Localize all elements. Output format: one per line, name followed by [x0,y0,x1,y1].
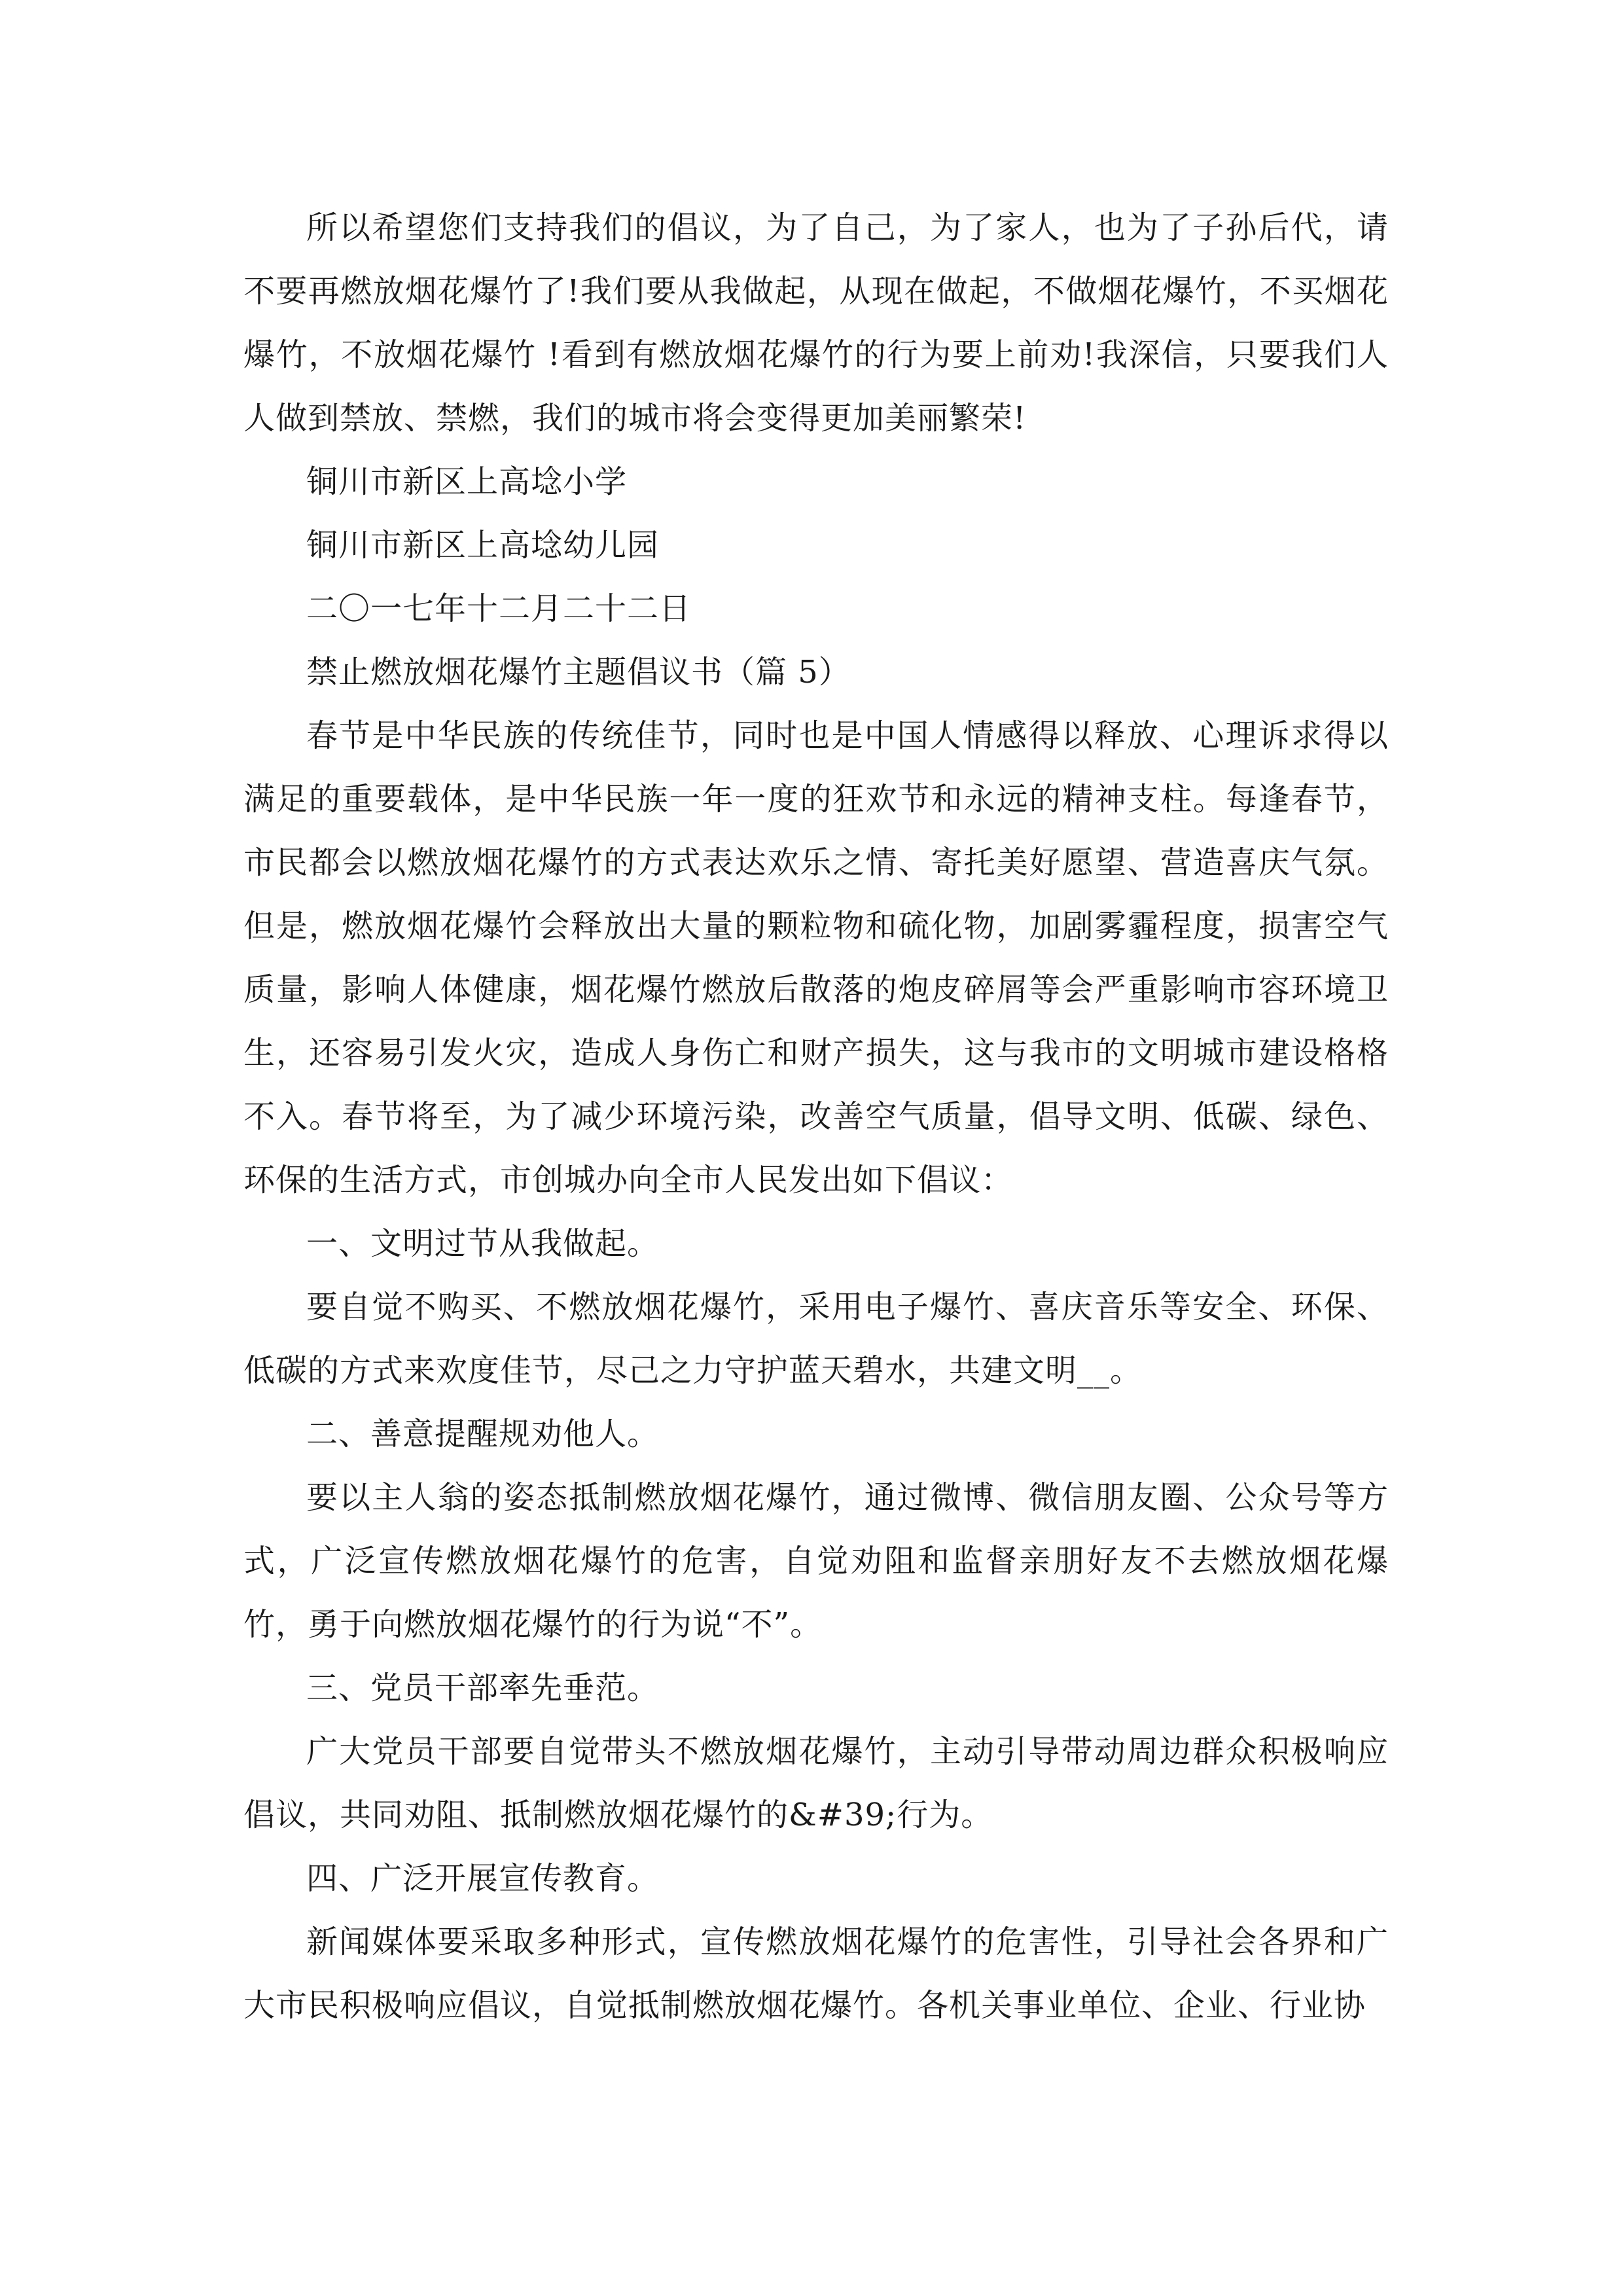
heading-item-3: 三、党员干部率先垂范。 [306,1670,660,1706]
paragraph-item-3: 广大党员干部要自觉带头不燃放烟花爆竹，主动引导带动周边群众积极响应倡议，共同劝阻、抵制燃放烟花爆竹的&#39;行为。 [243,1733,1389,1833]
heading-item-2: 二、善意提醒规劝他人。 [306,1416,660,1452]
section-title: 禁止燃放烟花爆竹主题倡议书（篇 5） [306,654,851,691]
paragraph-item-1: 要自觉不购买、不燃放烟花爆竹，采用电子爆竹、喜庆音乐等安全、环保、低碳的方式来欢度佳节，尽己之力守护蓝天碧水，共建文明__。 [243,1289,1389,1389]
heading-item-1: 一、文明过节从我做起。 [306,1225,660,1262]
paragraph-item-4: 新闻媒体要采取多种形式，宣传燃放烟花爆竹的危害性，引导社会各界和广大市民积极响应倡议，自觉抵制燃放烟花爆竹。各机关事业单位、企业、行业协 [243,1924,1389,2024]
paragraph-spring-festival: 春节是中华民族的传统佳节，同时也是中国人情感得以释放、心理诉求得以满足的重要载体，是中华民族一年一度的狂欢节和永远的精神支柱。每逢春节，市民都会以燃放烟花爆竹的方式表达欢乐之情、寄托美好愿望、营造喜庆气氛。但是，燃放烟花爆竹会释放出大量的颗粒物和硫化物，加剧雾霾程度，损害空气质量，影响人体健康，烟花爆竹燃放后散落的炮皮碎屑等会严重影响市容环境卫生，还容易引发火灾，造成人身伤亡和财产损失，这与我市的文明城市建设格格不入。春节将至，为了减少环境污染，改善空气质量，倡导文明、低碳、绿色、环保的生活方式，市创城办向全市人民发出如下倡议： [243,717,1389,1198]
paragraph-support-appeal: 所以希望您们支持我们的倡议，为了自己，为了家人，也为了子孙后代，请不要再燃放烟花爆竹了!我们要从我做起，从现在做起，不做烟花爆竹，不买烟花爆竹，不放烟花爆竹 !看到有燃放烟花爆竹的行为要上前劝!我深信，只要我们人人做到禁放、禁燃，我们的城市将会变得更加美丽繁荣! [243,209,1389,437]
paragraph-item-2: 要以主人翁的姿态抵制燃放烟花爆竹，通过微博、微信朋友圈、公众号等方式，广泛宣传燃放烟花爆竹的危害，自觉劝阻和监督亲朋好友不去燃放烟花爆竹，勇于向燃放烟花爆竹的行为说“不”。 [243,1479,1389,1643]
document-body [243,196,1389,2037]
signature-kindergarten: 铜川市新区上高埝幼儿园 [306,527,660,564]
signature-school: 铜川市新区上高埝小学 [306,463,628,500]
signature-date: 二〇一七年十二月二十二日 [306,590,692,627]
heading-item-4: 四、广泛开展宣传教育。 [306,1860,660,1897]
